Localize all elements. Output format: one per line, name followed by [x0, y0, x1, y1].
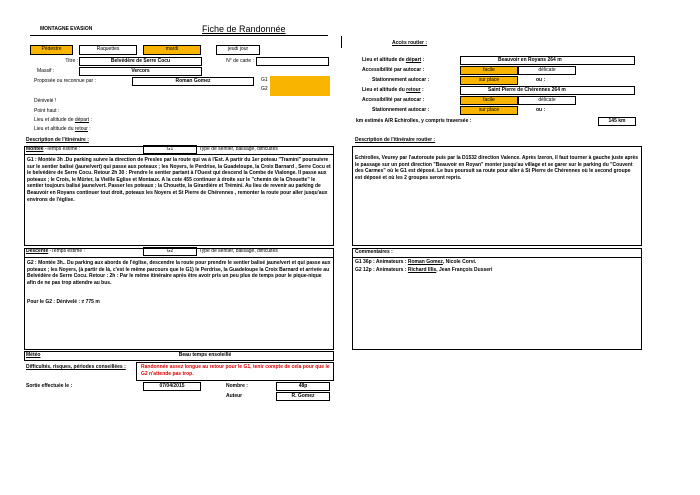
montee-label: Montée -Temps estimé :: [26, 146, 81, 152]
montee-type-label: Type de sentier, balisage, difficultés: [199, 146, 278, 152]
descente-group: G2: [166, 248, 174, 254]
ou-label-2: ou :: [536, 107, 546, 113]
g2-label: G2: [261, 86, 268, 92]
retour-right-label: Lieu et altitude du retour :: [362, 87, 424, 93]
auteur-value: R. Gomez: [291, 393, 315, 399]
descente-type-label: Type de sentier, balisage, difficultés: [199, 248, 278, 254]
montee-divider: [24, 154, 334, 155]
ou-label-1: ou :: [536, 77, 546, 83]
description-title: Description de l'itinéraire :: [26, 137, 89, 143]
ncarte-field[interactable]: [256, 57, 329, 66]
sortie-value: 07/04/2015: [159, 383, 185, 389]
tag-pedestre: Pédestre: [41, 46, 62, 52]
sur-place-2: sur place: [478, 107, 500, 113]
acces-title: Accès routier :: [392, 40, 428, 46]
km-value: 145 km: [608, 118, 626, 124]
proposee-value: Roman Gomez: [175, 78, 211, 84]
auteur-label: Auteur: [226, 393, 243, 399]
sortie-label: Sortie effectuée le :: [26, 383, 73, 389]
comments-divider: [352, 257, 642, 258]
proposee-label: Proposée ou reconnue par :: [34, 78, 96, 84]
depart-label: Lieu et altitude de départ :: [34, 117, 92, 123]
retour-right-value: Saint Pierre de Chérennes 264 m: [488, 87, 566, 93]
delicate-1: délicate: [538, 67, 556, 73]
delicate-2: délicate: [538, 97, 556, 103]
titre-label: Titre :: [65, 58, 78, 64]
g1-label: G1: [261, 77, 268, 83]
point-haut-label: Point haut :: [34, 108, 60, 114]
meteo-label: Météo: [26, 352, 41, 358]
meteo-value: Beau temps ensoleillé: [178, 352, 232, 358]
descente-label: Descente -Temps estimé :: [26, 248, 85, 254]
stationnement-label-2: Stationnement autocar :: [372, 107, 430, 113]
accessibilite-label-2: Accessibilité par autocar :: [362, 97, 425, 103]
depart-right-label: Lieu et altitude de départ :: [362, 57, 425, 63]
titre-value: Belvédère de Serre Cocu: [110, 58, 171, 64]
tag-raquettes: Raquettes: [96, 46, 120, 52]
tag-duration: jeudi jour: [227, 46, 249, 52]
retour-label: Lieu et altitude du retour :: [34, 126, 91, 132]
stationnement-label-1: Stationnement autocar :: [372, 77, 430, 83]
club-name: MONTAGNE EVASION: [40, 26, 93, 32]
massif-value: Vercors: [131, 68, 150, 74]
comments-title: Commentaires :: [355, 249, 393, 255]
accessibilite-label-1: Accessibilité par autocar :: [362, 67, 425, 73]
difficultes-label: Difficultés, risques, périodes conseillées :: [26, 364, 126, 370]
route-desc-title: Description de l'itinéraire routier :: [355, 137, 436, 143]
descente-divider: [24, 257, 334, 258]
depart-right-value: Beauvoir en Royans 264 m: [498, 57, 562, 63]
denivele-label: Dénivelé !: [34, 98, 57, 104]
montee-group: G1: [166, 146, 174, 152]
route-desc-text: Echirolles, Veurey par l'autoroute puis par la D1532 direction Valence. Après Izeron, il faut tourner à gauche juste après le passage sur un pont direction "Beauvoir en Royan" monter jusqu'au village et se garer sur le parking du "Couvent des Carmes" où le G1 est déposé. Le bus poursuit sa route pour aller à St Pierre de Chérennes où le second groupe est déposé et où les 2 groupes seront repris.: [355, 155, 639, 181]
descente-text: G2 : Montée 3h.. Du parking aux abords de l'église, descendre la route pour prendre le sentier balisé jaune/vert et qui passe aux poteaux ; les Noyers, (à partir de là, c'est le même parcours que le G1) le Perdrise, la Guadeloupe la Croix Barnard et arrivée au Belvédère de Serre Cocu. Retour : 2h : Par le même itinéraire après être avoir pris un peu plus de temps pour le pique-nique afin de ne pas trop attendre au bus.: [27, 260, 331, 286]
massif-label: Massif :: [37, 68, 55, 74]
header-line: [30, 35, 328, 36]
ncarte-label: N° de carte :: [226, 58, 254, 64]
difficultes-text: Randonnée assez longue au retour pour le G1, tenir compte de cela pour que le G2 n'attende pas trop.: [141, 364, 330, 377]
groups-highlight: [270, 76, 330, 96]
comments-g2: G2 12p : Animateurs : Richard Illis, Jean François Dusseri: [355, 267, 493, 273]
km-label: km estimés A/R Echirolles, y compris traversée :: [356, 118, 472, 124]
facile-1: facile: [483, 67, 495, 73]
nombre-value: 48p: [298, 383, 308, 389]
facile-2: facile: [483, 97, 495, 103]
descente-denivele: Pour le G2 : Dénivelé : ≠ 775 m: [27, 299, 100, 305]
page-title: Fiche de Randonnée: [202, 24, 286, 34]
comments-g1: G1 36p : Animateurs : Roman Gomez, Nicole Corvi.: [355, 259, 477, 265]
header-tick: [341, 36, 342, 48]
nombre-label: Nombre :: [226, 383, 248, 389]
sur-place-1: sur place: [478, 77, 500, 83]
montee-text: G1 : Montée 3h .Du parking suivre la direction de Presles par la route qui va à l'Est. A partir du 1er poteau "Tramini" poursuivre sur le sentier balisé (jaune/vert) qui passe aux poteaux ; les Noyers, le Perdrise, la Guadeloupe, la Croix Barnard , Serre Cocu et le belvédère de Serre Cocu. Retour 2h 30 : Prendre le sentier partant à l'Ouest qui descend la Combe de Vialonge. Il passe aux poteaux ; le Crois, le Mûrier, la Vieille Eglise et Montaux. A la cote 455 continuer à droite sur le "chemin de la Chouette" le sentier toujours balisé jaune/vert. Passer les poteaux ; la Chouette, la Girardière et Trémini. Au lieu de revenir au parking de Beauvoir en Royans continuer tout droit, poteaux les Noyers et St Pierre de Chérennes , remonter la route pour aller jusqu'aux environs de l'église.: [27, 157, 331, 203]
tag-day: mardi: [165, 46, 179, 52]
